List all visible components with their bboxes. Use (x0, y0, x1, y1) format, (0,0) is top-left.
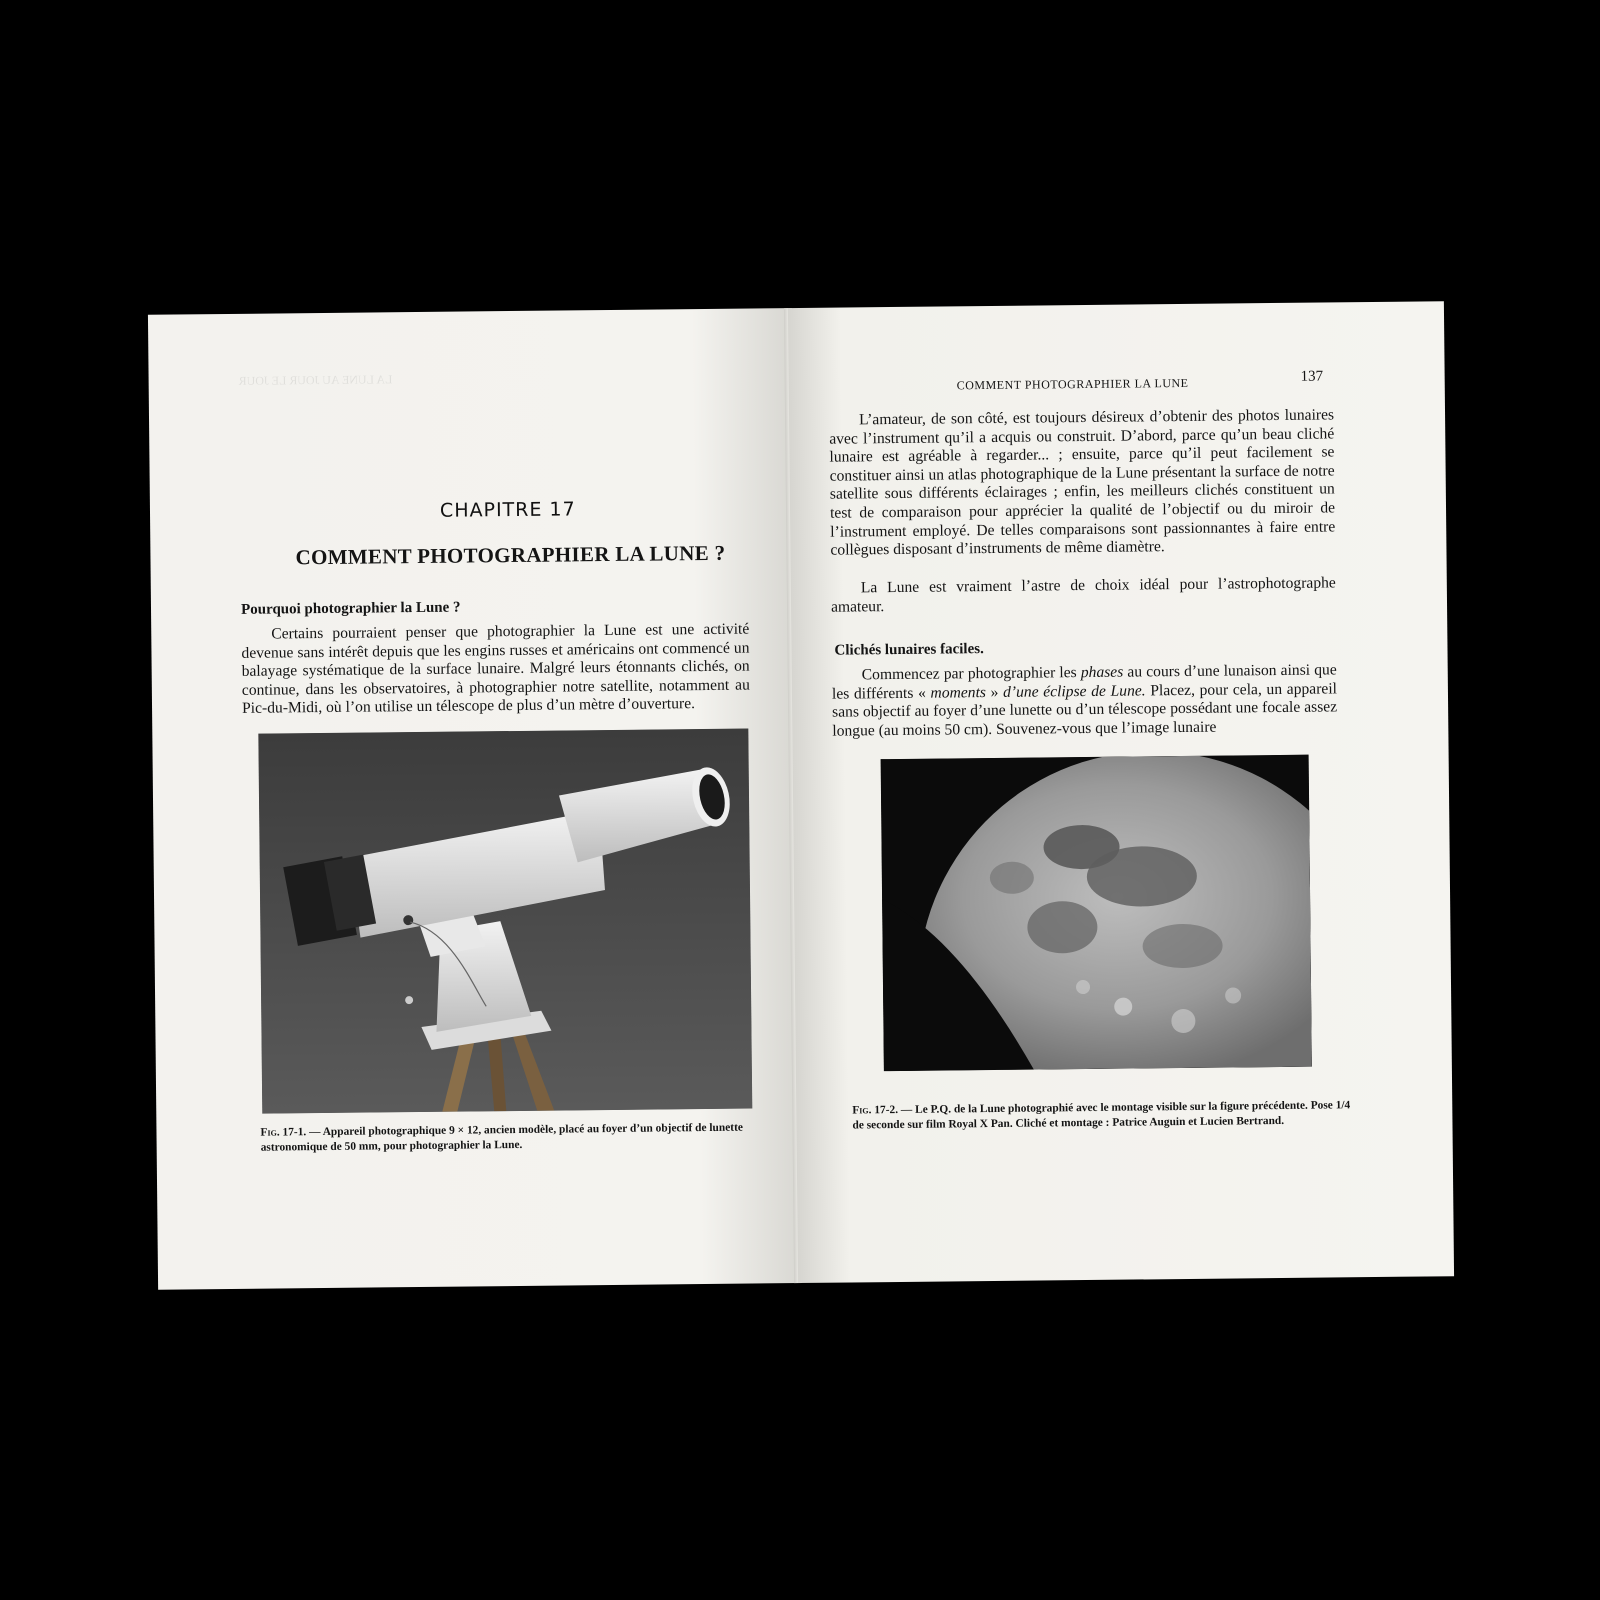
right-page (788, 301, 1454, 1283)
body-paragraph-3 (832, 661, 1338, 741)
figure-caption (852, 1098, 1352, 1133)
page-number: 137 (1300, 368, 1324, 385)
italic-text-run: d’une éclipse de Lune. (1002, 681, 1146, 701)
open-book-spread (148, 301, 1454, 1290)
running-head: COMMENT PHOTOGRAPHIER LA LUNE (956, 375, 1189, 393)
paragraph-text: L’amateur, de son côté, est toujours désireux d’obtenir des photos lunaires avec l’instrument qu’il a acquis ou construit. D’abord, parce qu’un beau cliché lunaire est agréable à regarder... ; ensuite, parce qu’il peut facilement se constituer ainsi un atlas photographique de la Lune présentant la surface de notre satellite sous différents éclairages ; enfin, les meilleurs clichés constituent un test de comparaison pour apprécier la qualité de l’objectif ou du miroir de l’instrument employé. De telles comparaisons sont passionnantes à faire entre collègues disposant d’instruments de même diamètre. (829, 406, 1336, 559)
figure-label: Fig. 17-1. (260, 1126, 307, 1139)
figure-caption (260, 1120, 760, 1155)
figure-caption-text: — Le P.Q. de la Lune photographié avec le montage visible sur la figure précédente. Pose 1/4 de seconde sur film Royal X Pan. Cliché et montage : Patrice Auguin et Lucien Bertrand. (852, 1099, 1351, 1132)
italic-text-run: phases (1080, 663, 1124, 682)
body-paragraph (241, 621, 750, 719)
section-heading: Clichés lunaires faciles. (834, 641, 984, 659)
text-run: au cours d’une lunaison ainsi que les différents « (831, 661, 1337, 703)
body-paragraph-1 (829, 406, 1336, 560)
italic-text-run: moments (930, 683, 987, 702)
moon-illustration (881, 755, 1312, 1071)
figure-caption-text: — Appareil photographique 9 × 12, ancien modèle, placé au foyer d’un objectif de lunette astronomique de 50 mm, pour photographier la Lune. (260, 1121, 743, 1154)
telescope-photo (258, 729, 752, 1114)
text-run: » (985, 683, 1004, 701)
left-page (148, 308, 798, 1290)
section-heading: Pourquoi photographier la Lune ? (240, 599, 461, 618)
text-run: Placez, pour cela, un appareil sans objectif au foyer d’une lunette ou d’un télescope possédant une focale assez longue (au moins 50 cm). Souvenez-vous que l’image lunaire (832, 679, 1338, 740)
chapter-title: COMMENT PHOTOGRAPHIER LA LUNE ? (295, 540, 726, 570)
moon-photo (881, 755, 1312, 1071)
telescope-illustration (258, 729, 752, 1114)
chapter-number: CHAPITRE 17 (439, 498, 576, 522)
text-run: Commencez par photographier les (861, 664, 1081, 684)
body-paragraph-2 (831, 574, 1336, 616)
paragraph-text (832, 661, 1338, 741)
figure-label: Fig. 17-2. (852, 1104, 899, 1117)
paragraph-text: Certains pourraient penser que photographier la Lune est une activité devenue sans intérêt depuis que les engins russes et américains ont commencé un balayage systématique de la surface lunaire. Malgré leurs étonnants clichés, on continue, dans les observatoires, à photographier notre satellite, notamment au Pic-du-Midi, où l’on utilise un télescope de plus d’un mètre d’ouverture. (241, 620, 750, 718)
show-through-text: LA LUNE AU JOUR LE JOUR (238, 372, 393, 388)
paragraph-text: La Lune est vraiment l’astre de choix idéal pour l’astrophotographe amateur. (830, 574, 1336, 616)
